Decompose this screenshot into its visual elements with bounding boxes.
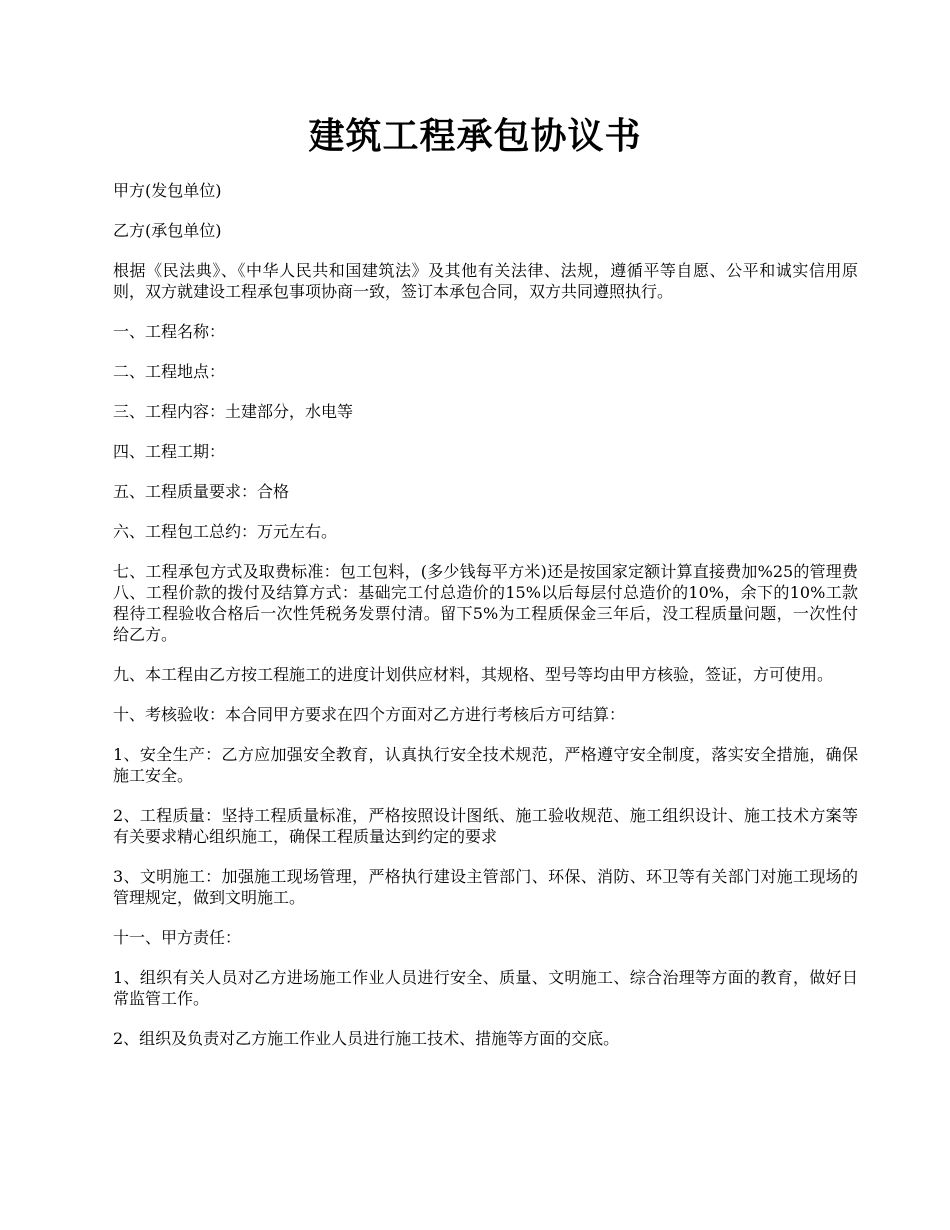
acceptance-item-civilized: 3、文明施工：加强施工现场管理，严格执行建设主管部门、环保、消防、环卫等有关部门对施工现场的管理规定，做到文明施工。 xyxy=(113,867,858,907)
clause-party-a-duties: 十一、甲方责任： xyxy=(113,928,242,947)
acceptance-item-quality: 2、工程质量：坚持工程质量标准，严格按照设计图纸、施工验收规范、施工组织设计、施工技术方案等有关要求精心组织施工，确保工程质量达到约定的要求 xyxy=(113,806,858,846)
clause-project-name: 一、工程名称： xyxy=(113,322,226,341)
preamble-paragraph: 根据《民法典》、《中华人民共和国建筑法》及其他有关法律、法规，遵循平等自愿、公平和诚实信用原则，双方就建设工程承包事项协商一致，签订本承包合同，双方共同遵照执行。 xyxy=(113,261,858,301)
clause-contract-method: 七、工程承包方式及取费标准：包工包料，(多少钱每平方米)还是按国家定额计算直接费加%25的管理费八、工程价款的拨付及结算方式：基础完工付总造价的15%以后每层付总造价的10%，余下的10%工款程待工程验收合格后一次性凭税务发票付清。留下5%为工程质保金三年后，没工程质量问题，一次性付给乙方。 xyxy=(113,562,858,644)
party-a-duty-2: 2、组织及负责对乙方施工作业人员进行施工技术、措施等方面的交底。 xyxy=(113,1029,620,1048)
clause-acceptance: 十、考核验收：本合同甲方要求在四个方面对乙方进行考核后方可结算： xyxy=(113,705,626,724)
party-a-line: 甲方(发包单位) xyxy=(113,181,222,200)
clause-total-price: 六、工程包工总约：万元左右。 xyxy=(113,522,338,541)
party-a-duty-1: 1、组织有关人员对乙方进场施工作业人员进行安全、质量、文明施工、综合治理等方面的教育，做好日常监管工作。 xyxy=(113,968,858,1008)
clause-project-duration: 四、工程工期： xyxy=(113,442,226,461)
acceptance-item-safety: 1、安全生产：乙方应加强安全教育，认真执行安全技术规范，严格遵守安全制度，落实安全措施，确保施工安全。 xyxy=(113,745,858,785)
clause-project-location: 二、工程地点： xyxy=(113,362,226,381)
clause-project-content: 三、工程内容：土建部分，水电等 xyxy=(113,402,354,421)
party-b-line: 乙方(承包单位) xyxy=(113,221,222,240)
clause-quality-requirement: 五、工程质量要求：合格 xyxy=(113,482,290,501)
clause-materials: 九、本工程由乙方按工程施工的进度计划供应材料，其规格、型号等均由甲方核验，签证，方可使用。 xyxy=(113,665,834,684)
document-title: 建筑工程承包协议书 xyxy=(308,115,642,157)
document-body xyxy=(113,180,858,1068)
